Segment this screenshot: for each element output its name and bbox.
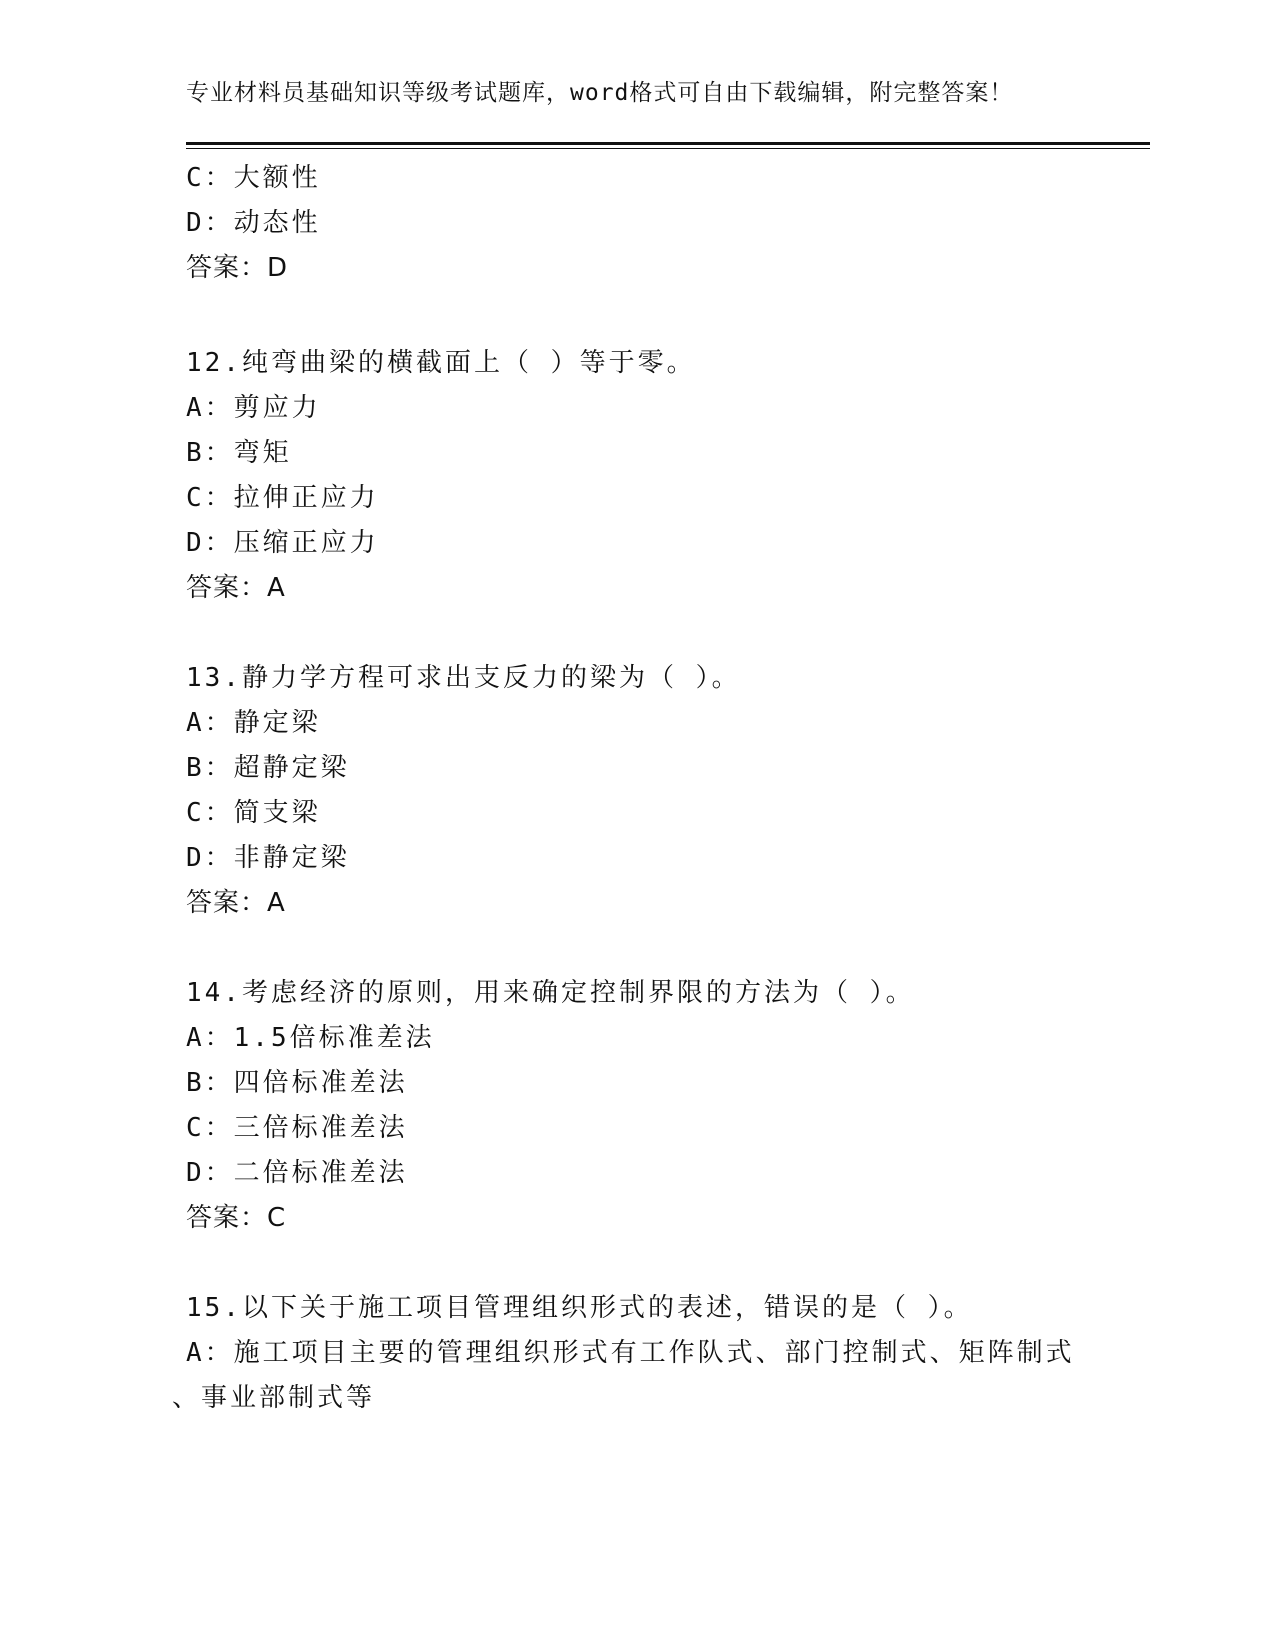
option-a-continued: 、事业部制式等: [172, 1383, 376, 1413]
answer: 答案：C: [186, 1203, 287, 1233]
option-d-prev: D：动态性: [186, 208, 321, 238]
option-a: A：剪应力: [186, 393, 321, 423]
option-c-prev: C：大额性: [186, 163, 321, 193]
header-rule-thick: [186, 142, 1150, 145]
question-15: [172, 1286, 1086, 1421]
answer-prev: 答案：D: [186, 253, 289, 283]
question-stem: 13.静力学方程可求出支反力的梁为（ ）。: [186, 663, 741, 693]
question-12: [186, 341, 1086, 611]
option-d: D：压缩正应力: [186, 528, 379, 558]
option-a: A：施工项目主要的管理组织形式有工作队式、部门控制式、矩阵制式: [186, 1338, 1075, 1368]
question-13: [186, 656, 1086, 926]
option-a: A：静定梁: [186, 708, 321, 738]
option-c: C：拉伸正应力: [186, 483, 379, 513]
page-header: 专业材料员基础知识等级考试题库，word格式可自由下载编辑，附完整答案！: [186, 80, 1014, 106]
answer: 答案：A: [186, 573, 286, 603]
question-stem: 12.纯弯曲梁的横截面上（ ）等于零。: [186, 348, 696, 378]
option-a: A：1.5倍标准差法: [186, 1023, 435, 1053]
header-rule-thin: [186, 148, 1150, 149]
answer: 答案：A: [186, 888, 286, 918]
option-c: C：简支梁: [186, 798, 321, 828]
question-content: [172, 156, 1086, 1421]
option-b: B：四倍标准差法: [186, 1068, 408, 1098]
option-b: B：超静定梁: [186, 753, 350, 783]
question-14: [186, 971, 1086, 1241]
option-b: B：弯矩: [186, 438, 292, 468]
option-d: D：二倍标准差法: [186, 1158, 408, 1188]
question-stem: 15.以下关于施工项目管理组织形式的表述，错误的是（ ）。: [186, 1293, 973, 1323]
option-c: C：三倍标准差法: [186, 1113, 408, 1143]
question-stem: 14.考虑经济的原则，用来确定控制界限的方法为（ ）。: [186, 978, 915, 1008]
option-d: D：非静定梁: [186, 843, 350, 873]
